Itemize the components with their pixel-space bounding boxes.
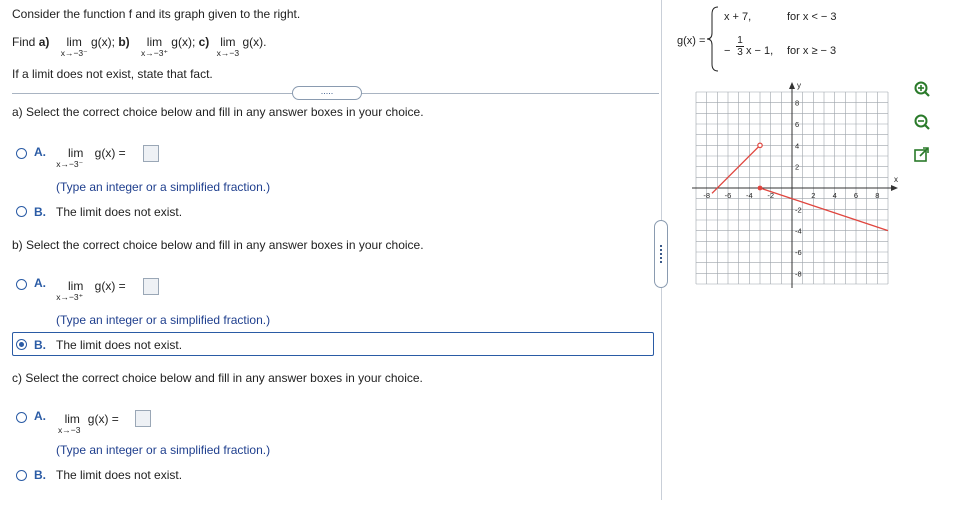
x-tick-label: 6 xyxy=(853,191,859,200)
piece-2-closed-endpoint xyxy=(758,186,763,191)
y-tick-label: 8 xyxy=(795,98,800,108)
piece-1-open-endpoint xyxy=(758,143,762,147)
part-c-question: c) Select the correct choice below and fill in any answer boxes in your choice. xyxy=(12,371,423,385)
part-a-option-a-label: A. xyxy=(34,145,46,159)
zoom-out-icon[interactable] xyxy=(913,113,931,131)
problem-note: If a limit does not exist, state that fact. xyxy=(12,67,213,81)
x-tick-label: -4 xyxy=(745,191,753,200)
pane-resize-handle[interactable] xyxy=(654,220,668,288)
x-tick-label: -6 xyxy=(724,191,732,200)
piecewise-case2-cond: for x ≥ − 3 xyxy=(787,45,837,57)
part-c-option-b-text: The limit does not exist. xyxy=(56,468,183,482)
y-tick-label: 4 xyxy=(795,141,800,151)
part-a-option-b-text: The limit does not exist. xyxy=(56,205,183,219)
part-a-hint: (Type an integer or a simplified fraction.) xyxy=(56,180,271,194)
y-tick-label: 6 xyxy=(795,120,800,129)
part-b-option-a-label: A. xyxy=(34,276,46,290)
x-tick-label: -2 xyxy=(767,191,775,200)
x-tick-label: 2 xyxy=(811,191,816,200)
y-tick-label: -4 xyxy=(795,226,802,236)
part-c-option-a-label: A. xyxy=(34,409,46,423)
part-a-question: a) Select the correct choice below and fill in any answer boxes in your choice. xyxy=(12,105,424,119)
part-c-limit-expression: lim x→−3 g(x) = xyxy=(58,412,119,435)
part-a-limit-expression: lim x→−3⁻ g(x) = xyxy=(56,146,126,169)
problem-find: Find a) lim x→−3⁻ g(x); b) lim x→−3⁺ g(x); c) lim x→−3 g(x). xyxy=(12,35,267,58)
piecewise-case2-fraction: 1 3 xyxy=(737,35,743,58)
part-b-option-b-label: B. xyxy=(34,338,46,352)
part-b-hint: (Type an integer or a simplified fraction.) xyxy=(56,313,271,327)
piecewise-case2-neg: − xyxy=(724,45,731,57)
problem-intro: Consider the function f and its graph given to the right. xyxy=(12,7,301,21)
part-a-option-b-label: B. xyxy=(34,205,46,219)
part-c-answer-box[interactable] xyxy=(135,410,151,427)
expand-button[interactable]: ..... xyxy=(292,86,362,100)
y-axis-arrow xyxy=(789,82,795,89)
piecewise-case2-rest: x − 1, xyxy=(746,45,774,57)
part-c-option-b-label: B. xyxy=(34,468,46,482)
x-axis-arrow xyxy=(891,185,898,191)
x-tick-label: -8 xyxy=(703,191,711,200)
zoom-in-icon[interactable] xyxy=(913,80,931,98)
part-b-option-b-text: The limit does not exist. xyxy=(56,338,183,352)
piecewise-brace xyxy=(706,6,720,72)
piecewise-case1-cond: for x < − 3 xyxy=(787,11,837,23)
part-a-option-a-radio[interactable] xyxy=(16,148,27,159)
x-tick-label: 8 xyxy=(875,191,880,200)
part-b-option-a-radio[interactable] xyxy=(16,279,27,290)
part-c-option-a-radio[interactable] xyxy=(16,412,27,423)
popout-icon[interactable] xyxy=(913,146,931,164)
piecewise-name: g(x) = xyxy=(677,35,706,47)
x-axis-label: x xyxy=(894,175,898,184)
y-axis-label: y xyxy=(797,81,801,90)
y-tick-label: -6 xyxy=(795,248,802,257)
part-c-option-b-radio[interactable] xyxy=(16,470,27,481)
function-graph xyxy=(684,80,904,300)
y-tick-label: 2 xyxy=(795,162,800,172)
part-c-hint: (Type an integer or a simplified fraction.) xyxy=(56,443,271,457)
part-a-answer-box[interactable] xyxy=(143,145,159,162)
x-tick-label: 4 xyxy=(832,191,837,200)
piece-1-line xyxy=(712,145,760,193)
part-b-limit-expression: lim x→−3⁺ g(x) = xyxy=(56,279,126,302)
part-a-option-b-radio[interactable] xyxy=(16,206,27,217)
y-tick-label: -2 xyxy=(795,205,802,215)
piecewise-case1-expr: x + 7, xyxy=(724,11,752,23)
part-b-question: b) Select the correct choice below and fill in any answer boxes in your choice. xyxy=(12,238,424,252)
y-tick-label: -8 xyxy=(795,269,802,279)
part-b-option-b-radio[interactable] xyxy=(16,339,27,350)
part-b-answer-box[interactable] xyxy=(143,278,159,295)
